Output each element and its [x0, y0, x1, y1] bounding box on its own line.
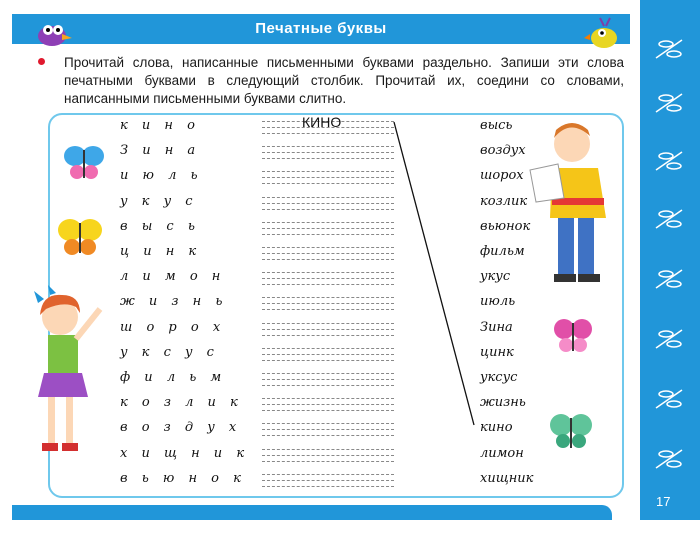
girl-illustration: [20, 285, 110, 465]
cursive-word-separate: в ь ю н о к: [120, 470, 246, 486]
instruction-text: Прочитай слова, написанные письменными буквами раздельно. Запиши эти слова печатными буквами в следующий столбик. Прочитай их, соедини со словами, написанными письменными буквами слитно.: [64, 55, 624, 106]
cursive-word-joined: июль: [480, 294, 516, 310]
cursive-word-separate: ж и з н ь: [120, 294, 228, 310]
cursive-word-separate: ш о р о х: [120, 319, 226, 335]
cursive-word-separate: и ю л ь: [120, 168, 203, 184]
cursive-word-separate: в ы с ь: [120, 218, 200, 234]
cursive-word-separate: ц и н к: [120, 244, 202, 259]
butterfly-icon: [548, 410, 594, 452]
cursive-word-joined: Зина: [480, 319, 513, 335]
cursive-word-joined: лимон: [480, 445, 524, 461]
cursive-word-joined: вьюнок: [480, 218, 531, 234]
cursive-word-joined: фильм: [480, 244, 525, 259]
cursive-word-separate: ф и л ь м: [120, 370, 227, 385]
cursive-word-joined: кино: [480, 420, 513, 436]
cursive-word-separate: х и щ н и к: [120, 445, 250, 461]
cursive-word-joined: укус: [480, 269, 511, 285]
written-answer: КИНО: [302, 114, 342, 130]
cursive-word-separate: у к с у с: [120, 344, 219, 360]
cursive-word-joined: хищник: [480, 470, 534, 486]
cursive-word-separate: в о з д у х: [120, 420, 242, 436]
cursive-word-joined: жизнь: [480, 395, 526, 411]
page-title: Печатные буквы: [255, 20, 387, 37]
cursive-word-separate: к и н о: [120, 118, 200, 133]
cursive-word-separate: л и м о н: [120, 269, 226, 285]
cursive-word-joined: шорох: [480, 168, 524, 184]
butterfly-icon: [62, 142, 106, 182]
cursive-word-separate: З и н а: [120, 143, 201, 159]
cursive-word-joined: уксус: [480, 370, 518, 385]
boy-illustration: [520, 118, 620, 288]
butterfly-icon: [552, 315, 594, 355]
cursive-word-joined: воздух: [480, 143, 526, 159]
cursive-word-separate: у к у с: [120, 193, 198, 209]
footer-bar: [12, 505, 612, 520]
cursive-word-separate: к о з л и к: [120, 395, 243, 411]
cursive-word-joined: козлик: [480, 193, 528, 209]
page-number: 17: [656, 494, 671, 509]
butterfly-icon: [56, 215, 104, 259]
cursive-word-joined: цинк: [480, 344, 514, 360]
cursive-word-joined: высь: [480, 118, 513, 133]
